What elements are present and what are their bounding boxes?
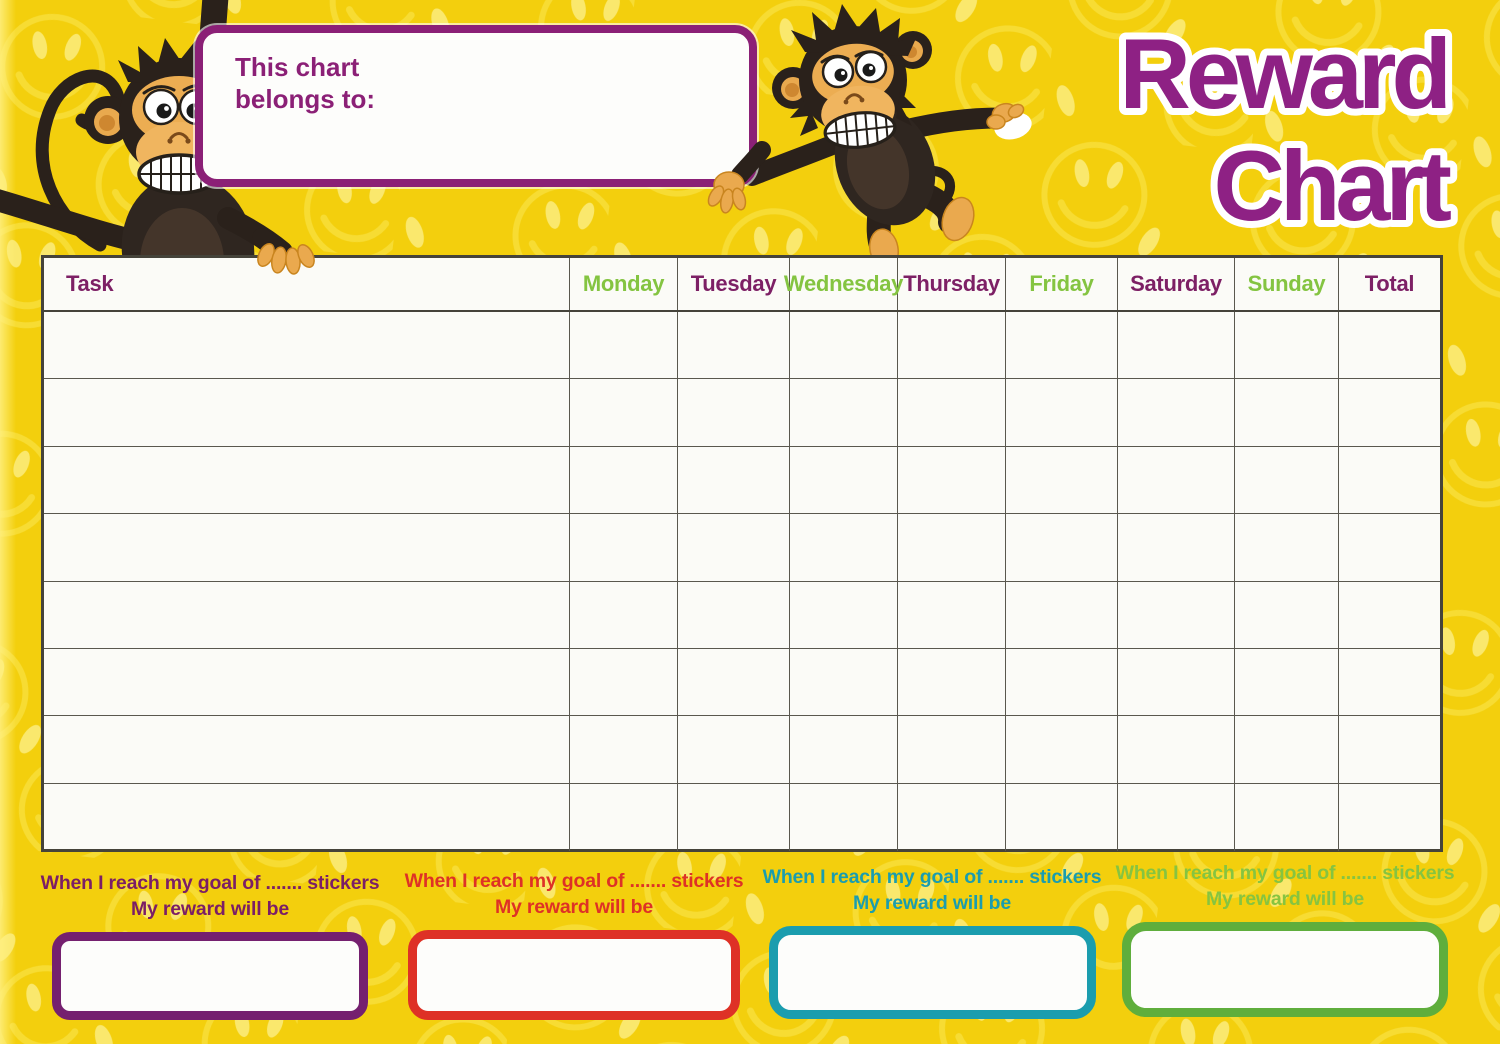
table-cell[interactable] [570, 447, 678, 514]
table-cell[interactable] [570, 514, 678, 581]
goal3-text-line2: My reward will be [852, 892, 1012, 914]
table-row [44, 312, 1440, 379]
table-cell[interactable] [790, 649, 898, 716]
name-box-label-line2: belongs to: [235, 84, 376, 114]
table-cell[interactable] [898, 312, 1006, 379]
table-cell[interactable] [678, 784, 790, 851]
table-cell[interactable] [790, 379, 898, 446]
table-cell[interactable] [44, 379, 570, 446]
table-cell[interactable] [44, 447, 570, 514]
goal2-text-line1: When I reach my goal of ....... stickers [404, 870, 744, 892]
column-header-saturday: Saturday [1118, 258, 1235, 310]
table-cell[interactable] [790, 716, 898, 783]
table-cell[interactable] [1118, 649, 1235, 716]
table-cell[interactable] [1235, 514, 1339, 581]
reward-box-1[interactable] [52, 932, 368, 1020]
table-cell[interactable] [678, 649, 790, 716]
table-row [44, 447, 1440, 514]
table-cell[interactable] [1006, 784, 1118, 851]
table-cell[interactable] [1235, 784, 1339, 851]
table-cell[interactable] [1006, 716, 1118, 783]
table-row [44, 379, 1440, 446]
table-cell[interactable] [1118, 514, 1235, 581]
table-cell[interactable] [570, 582, 678, 649]
table-cell[interactable] [790, 784, 898, 851]
name-box-label-line1: This chart [235, 52, 360, 82]
name-box[interactable] [195, 25, 757, 187]
table-cell[interactable] [678, 582, 790, 649]
table-row [44, 649, 1440, 716]
table-cell[interactable] [44, 514, 570, 581]
table-cell[interactable] [898, 514, 1006, 581]
column-header-monday: Monday [570, 258, 678, 310]
table-cell[interactable] [570, 716, 678, 783]
table-body [44, 312, 1440, 851]
table-cell[interactable] [678, 514, 790, 581]
table-cell[interactable] [678, 447, 790, 514]
goal-section-1 [30, 870, 390, 1020]
table-cell[interactable] [1339, 582, 1440, 649]
table-cell[interactable] [1235, 716, 1339, 783]
goal4-text-line2: My reward will be [1205, 888, 1365, 910]
table-cell[interactable] [898, 784, 1006, 851]
reward-box-3[interactable] [769, 926, 1096, 1019]
table-cell[interactable] [790, 514, 898, 581]
table-row [44, 514, 1440, 581]
table-cell[interactable] [790, 447, 898, 514]
column-header-sunday: Sunday [1235, 258, 1339, 310]
table-cell[interactable] [898, 716, 1006, 783]
table-cell[interactable] [44, 312, 570, 379]
column-header-tuesday: Tuesday [678, 258, 790, 310]
table-cell[interactable] [1339, 716, 1440, 783]
goal-section-2 [398, 868, 750, 1020]
table-cell[interactable] [1235, 649, 1339, 716]
table-cell[interactable] [1118, 582, 1235, 649]
table-cell[interactable] [1118, 784, 1235, 851]
column-header-friday: Friday [1006, 258, 1118, 310]
table-cell[interactable] [1118, 312, 1235, 379]
table-cell[interactable] [1006, 582, 1118, 649]
title-line1: Reward [1119, 18, 1447, 129]
goal4-text-line1: When I reach my goal of ....... stickers [1115, 862, 1455, 884]
table-cell[interactable] [1118, 379, 1235, 446]
table-cell[interactable] [898, 379, 1006, 446]
table-row [44, 582, 1440, 649]
table-cell[interactable] [1235, 582, 1339, 649]
table-cell[interactable] [1118, 716, 1235, 783]
table-cell[interactable] [44, 649, 570, 716]
goal1-text-line1: When I reach my goal of ....... stickers [40, 872, 380, 894]
table-cell[interactable] [1339, 784, 1440, 851]
name-box-label [235, 51, 375, 115]
goal3-text-line1: When I reach my goal of ....... stickers [762, 866, 1102, 888]
table-cell[interactable] [1006, 379, 1118, 446]
table-cell[interactable] [790, 312, 898, 379]
table-cell[interactable] [678, 379, 790, 446]
table-cell[interactable] [898, 649, 1006, 716]
goal-section-4 [1112, 860, 1458, 1017]
column-header-thursday: Thursday [898, 258, 1006, 310]
goal1-text-line2: My reward will be [130, 898, 290, 920]
table-cell[interactable] [44, 784, 570, 851]
table-row [44, 784, 1440, 851]
goal2-text-line2: My reward will be [494, 896, 654, 918]
table-cell[interactable] [570, 649, 678, 716]
reward-box-4[interactable] [1122, 922, 1448, 1017]
column-header-wednesday: Wednesday [790, 258, 898, 310]
table-cell[interactable] [44, 716, 570, 783]
table-cell[interactable] [1118, 447, 1235, 514]
table-cell[interactable] [570, 379, 678, 446]
table-cell[interactable] [1235, 379, 1339, 446]
table-cell[interactable] [790, 582, 898, 649]
table-cell[interactable] [1006, 447, 1118, 514]
table-cell[interactable] [1339, 312, 1440, 379]
column-header-total: Total [1364, 271, 1415, 296]
table-cell[interactable] [570, 784, 678, 851]
table-cell[interactable] [1339, 514, 1440, 581]
reward-box-2[interactable] [408, 930, 740, 1020]
table-cell[interactable] [1235, 312, 1339, 379]
column-header-task: Task [44, 258, 570, 310]
table-cell[interactable] [44, 582, 570, 649]
table-cell[interactable] [1235, 447, 1339, 514]
table-header-row [44, 258, 1440, 312]
table-cell[interactable] [678, 716, 790, 783]
right-monkey-illustration [710, 0, 1050, 270]
table-cell[interactable] [1339, 447, 1440, 514]
table-cell[interactable] [1006, 312, 1118, 379]
table-cell[interactable] [898, 447, 1006, 514]
table-cell[interactable] [1339, 649, 1440, 716]
table-cell[interactable] [1339, 379, 1440, 446]
table-row [44, 716, 1440, 783]
table-cell[interactable] [1006, 514, 1118, 581]
goal-section-3 [758, 864, 1106, 1019]
reward-table [41, 255, 1443, 852]
table-cell[interactable] [898, 582, 1006, 649]
table-cell[interactable] [1006, 649, 1118, 716]
table-cell[interactable] [570, 312, 678, 379]
title-line2: Chart [1213, 130, 1447, 241]
table-cell[interactable] [678, 312, 790, 379]
